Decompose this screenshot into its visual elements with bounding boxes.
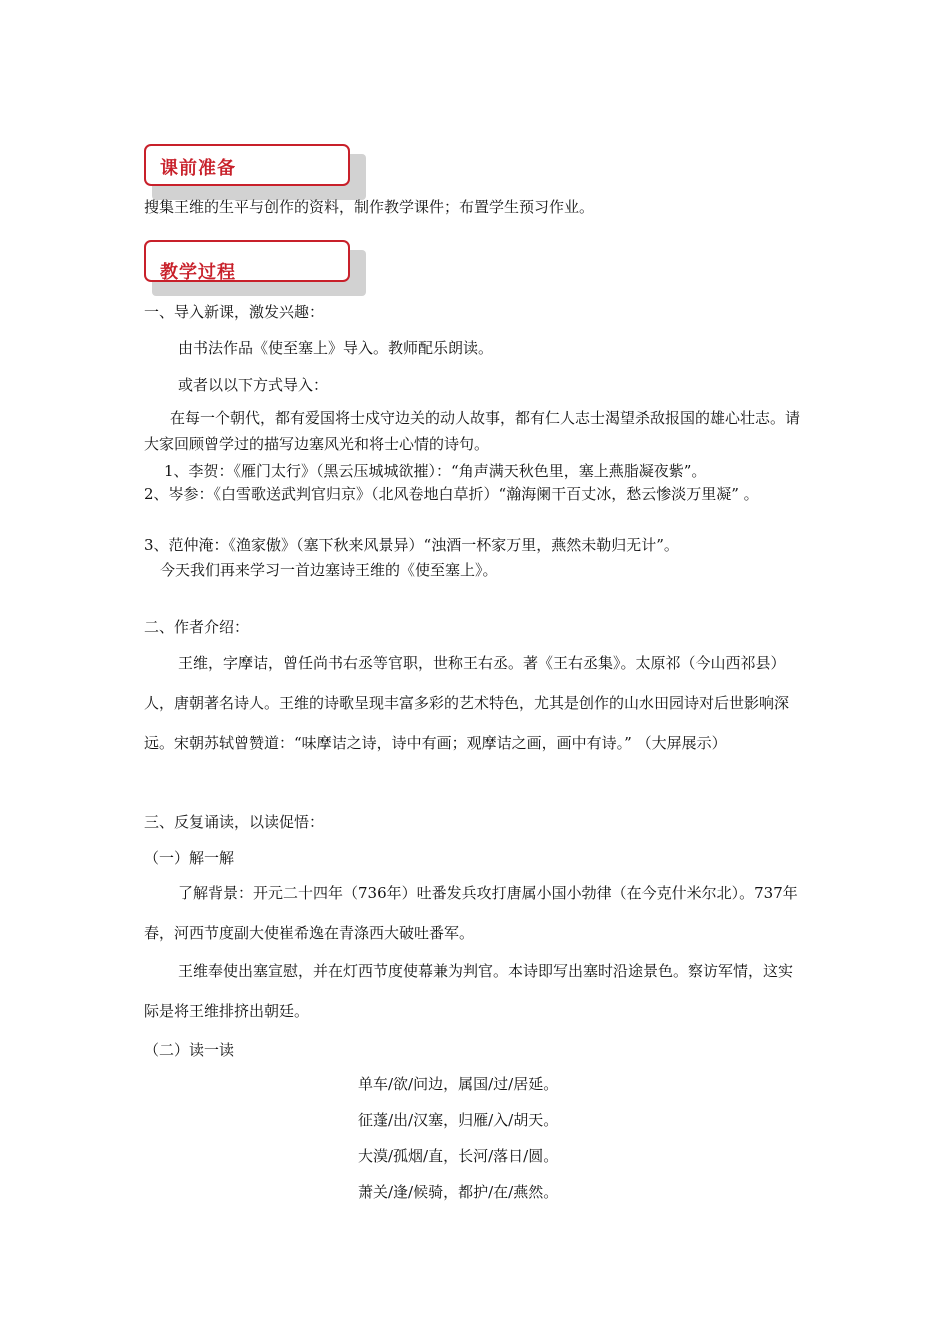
process-heading <box>144 240 366 298</box>
background-paragraph: 了解背景：开元二十四年（736年）吐番发兵攻打唐属小国小勃律（在今克什米尔北）。737年春，河西节度副大使崔希逸在青涤西大破吐番军。 <box>144 884 798 942</box>
prep-heading-text: 课前准备 <box>160 158 236 179</box>
section-3-title: 三、反复诵读，以读促悟： <box>144 813 325 831</box>
section-1-paragraph: 今天我们再来学习一首边塞诗王维的《使至塞上》。 <box>160 561 498 579</box>
subsection-title: （一）解一解 <box>144 849 235 867</box>
poem-line: 征蓬/出/汉塞，归雁/入/胡天。 <box>358 1111 559 1129</box>
poem-line: 单车/欲/问边，属国/过/居延。 <box>358 1075 559 1093</box>
poem-quote-1: 1、李贺：《雁门太行》（黑云压城城欲摧）：“角声满天秋色里，塞上燕脂凝夜紫”。 <box>164 462 707 480</box>
poem-line: 大漠/孤烟/直，长河/落日/圆。 <box>358 1147 559 1165</box>
poem-line: 萧关/逢/候骑，都护/在/燕然。 <box>358 1183 559 1201</box>
process-heading-text: 教学过程 <box>160 262 236 283</box>
prep-text: 搜集王维的生平与创作的资料，制作教学课件；布置学生预习作业。 <box>144 198 595 216</box>
section-1-paragraph: 由书法作品《使至塞上》导入。教师配乐朗读。 <box>178 339 494 357</box>
section-2-title: 二、作者介绍： <box>144 618 250 636</box>
poem-quote-2: 2、岑参：《白雪歌送武判官归京》（北风卷地白草折）“瀚海阑干百丈冰，愁云惨淡万里凝” 。 <box>144 485 759 503</box>
prep-heading <box>144 144 366 202</box>
section-1-paragraph: 在每一个朝代，都有爱国将士戍守边关的动人故事，都有仁人志士渴望杀敌报国的雄心壮志。请大家回顾曾学过的描写边塞风光和将士心情的诗句。 <box>144 409 801 453</box>
section-1-title: 一、导入新课，激发兴趣： <box>144 303 325 321</box>
subsection-title: （二）读一读 <box>144 1041 235 1059</box>
author-intro-paragraph: 王维，字摩诘，曾任尚书右丞等官职，世称王右丞。著《王右丞集》。太原祁（今山西祁县）人，唐朝著名诗人。王维的诗歌呈现丰富多彩的艺术特色，尤其是创作的山水田园诗对后世影响深远。宋朝苏轼曾赞道：“味摩诘之诗，诗中有画；观摩诘之画，画中有诗。” （大屏展示） <box>144 654 790 752</box>
poem-quote-3: 3、范仲淹：《渔家傲》（塞下秋来风景异）“浊酒一杯家万里，燕然未勒归无计”。 <box>144 536 679 554</box>
background-paragraph: 王维奉使出塞宣慰，并在灯西节度使幕兼为判官。本诗即写出塞时沿途景色。察访军情，这实际是将王维排挤出朝廷。 <box>144 962 794 1020</box>
section-1-paragraph: 或者以以下方式导入： <box>178 376 329 394</box>
